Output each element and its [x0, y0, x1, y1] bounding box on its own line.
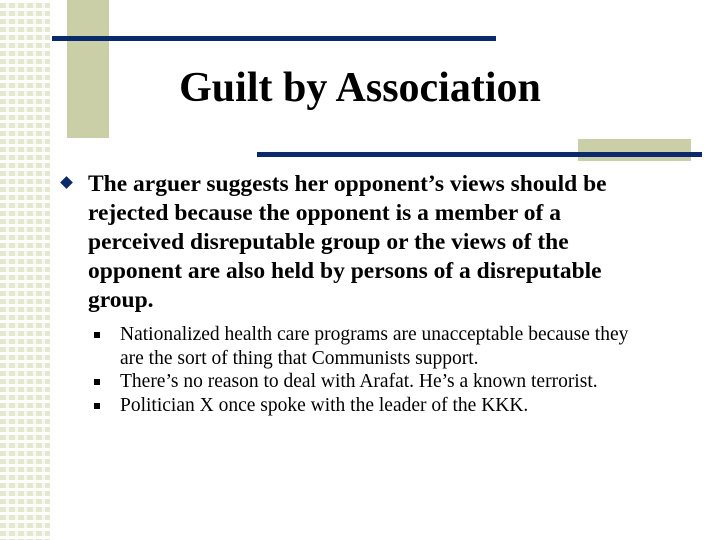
diamond-bullet-icon — [60, 176, 73, 189]
slide-title: Guilt by Association — [179, 65, 541, 111]
main-bullet-text: The arguer suggests her opponent’s views should be rejected because the opponent is a member of a perceived disreputable group or the views of the opponent are also held by persons of a disreputable group. — [88, 171, 607, 313]
sub-bullet-text: Nationalized health care programs are unacceptable because they are the sort of thing that Communists support. — [120, 324, 629, 369]
sub-bullet-item — [94, 370, 654, 394]
sub-bullet-item — [94, 394, 654, 418]
sub-bullet-item — [94, 323, 654, 370]
decorative-navy-line-middle — [257, 152, 702, 157]
square-bullet-icon — [94, 403, 100, 409]
square-bullet-icon — [94, 379, 100, 385]
square-bullet-icon — [94, 332, 100, 338]
decorative-navy-line-top — [52, 36, 496, 41]
decorative-stripe-left — [0, 0, 50, 540]
sub-bullet-list — [94, 323, 654, 417]
sub-bullet-text: There’s no reason to deal with Arafat. He’s a known terrorist. — [120, 371, 598, 392]
main-bullet-point — [62, 170, 622, 315]
decorative-olive-bar-horizontal — [578, 139, 691, 161]
sub-bullet-text: Politician X once spoke with the leader of the KKK. — [120, 394, 529, 416]
